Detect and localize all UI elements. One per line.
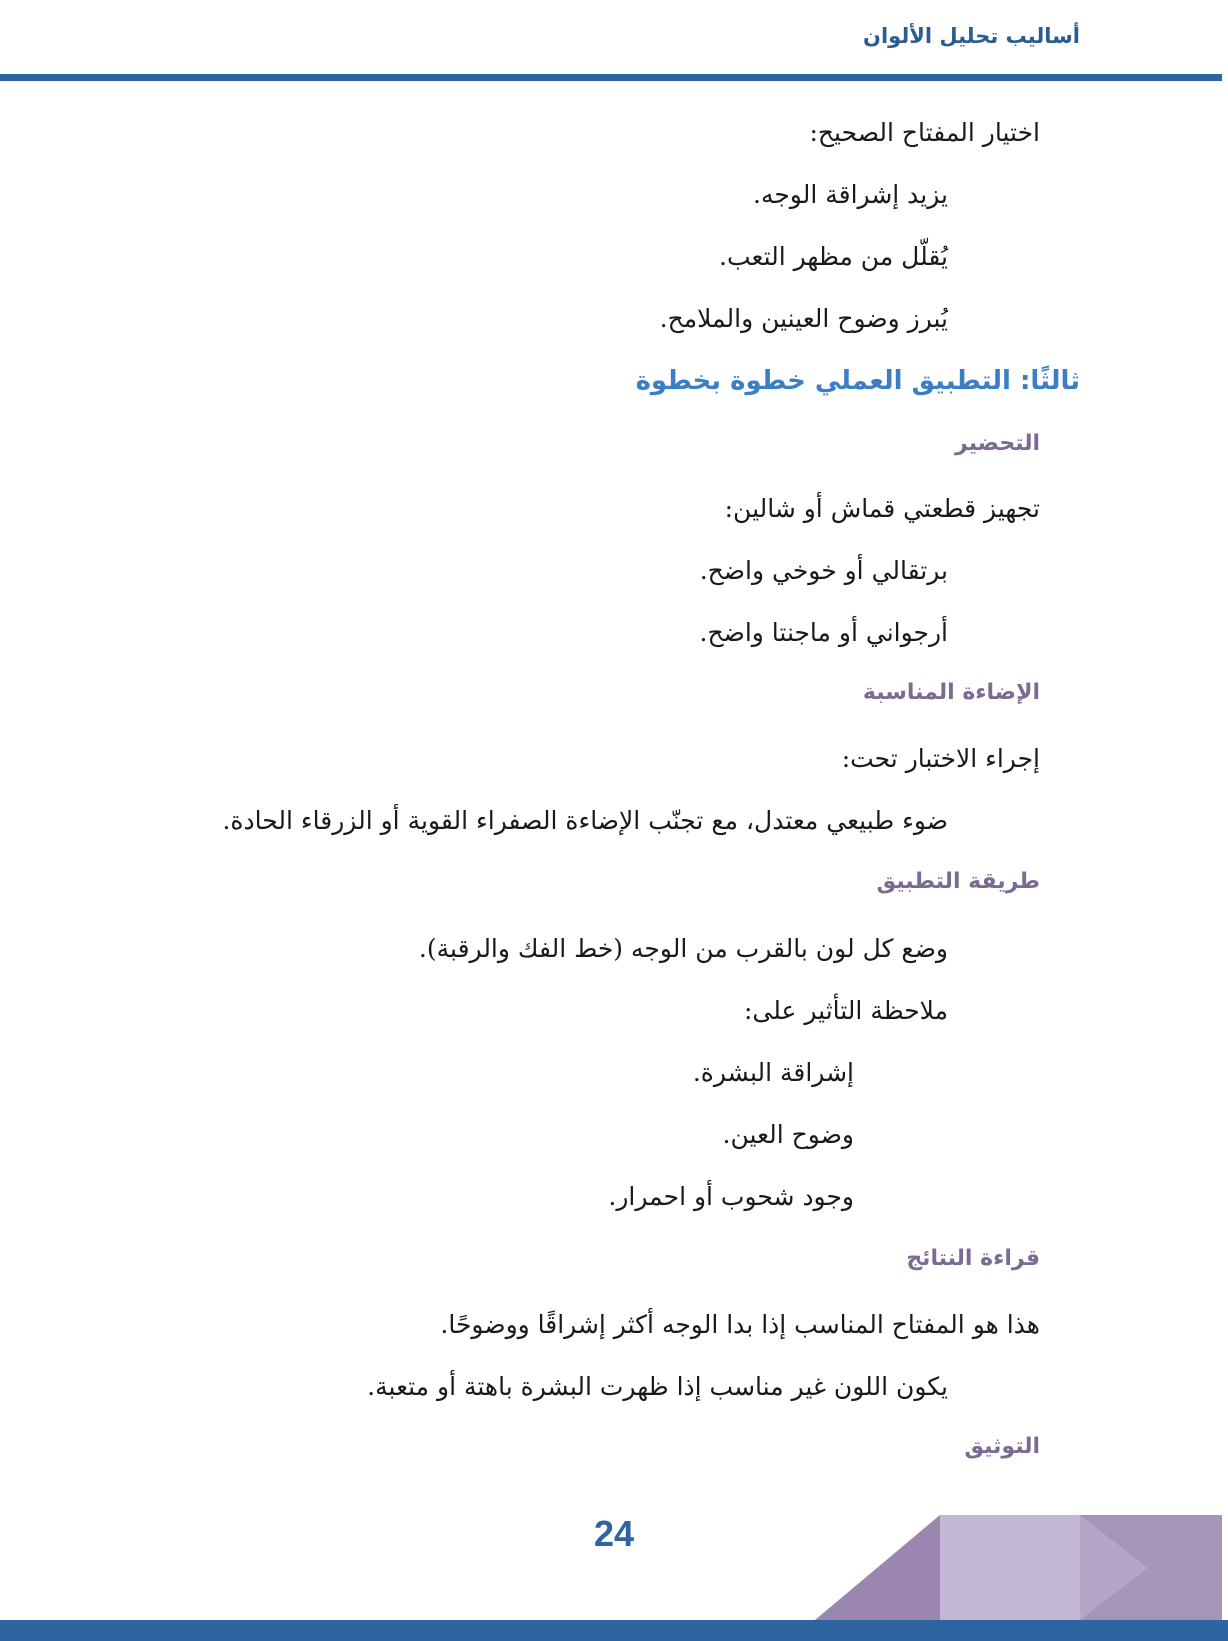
bullet-line: ملاحظة التأثير على: <box>743 996 948 1025</box>
bullet-line: أرجواني أو ماجنتا واضح. <box>699 618 948 647</box>
bullet-line: وضع كل لون بالقرب من الوجه (خط الفك والرقبة). <box>418 934 948 963</box>
nested-bullet-line: إشراقة البشرة. <box>692 1058 854 1087</box>
bullet-line: برتقالي أو خوخي واضح. <box>699 556 948 585</box>
bullet-line: ضوء طبيعي معتدل، مع تجنّب الإضاءة الصفراء القوية أو الزرقاء الحادة. <box>222 806 948 835</box>
section-heading: ثالثًا: التطبيق العملي خطوة بخطوة <box>635 366 1080 396</box>
header-title: أساليب تحليل الألوان <box>863 24 1080 48</box>
subheading-documentation: التوثيق <box>964 1434 1040 1459</box>
header-rule <box>0 74 1222 81</box>
nested-bullet-line: وضوح العين. <box>722 1120 854 1149</box>
body-line: إجراء الاختبار تحت: <box>841 744 1040 773</box>
subheading-preparation: التحضير <box>955 431 1040 456</box>
page-number: 24 <box>593 1513 635 1554</box>
bullet-line: يكون اللون غير مناسب إذا ظهرت البشرة باهتة أو متعبة. <box>367 1372 948 1401</box>
bullet-line: يزيد إشراقة الوجه. <box>753 180 948 209</box>
subheading-lighting: الإضاءة المناسبة <box>862 680 1040 705</box>
bullet-line: يُقلّل من مظهر التعب. <box>719 242 948 271</box>
nested-bullet-line: وجود شحوب أو احمرار. <box>608 1182 854 1211</box>
body-line: اختيار المفتاح الصحيح: <box>809 118 1040 147</box>
subheading-results: قراءة النتائج <box>906 1246 1040 1271</box>
body-line: هذا هو المفتاح المناسب إذا بدا الوجه أكثر إشراقًا ووضوحًا. <box>440 1310 1040 1339</box>
body-line: تجهيز قطعتي قماش أو شالين: <box>724 494 1040 523</box>
bullet-line: يُبرز وضوح العينين والملامح. <box>659 304 948 333</box>
subheading-method: طريقة التطبيق <box>876 869 1040 894</box>
footer-rule <box>0 1620 1228 1641</box>
